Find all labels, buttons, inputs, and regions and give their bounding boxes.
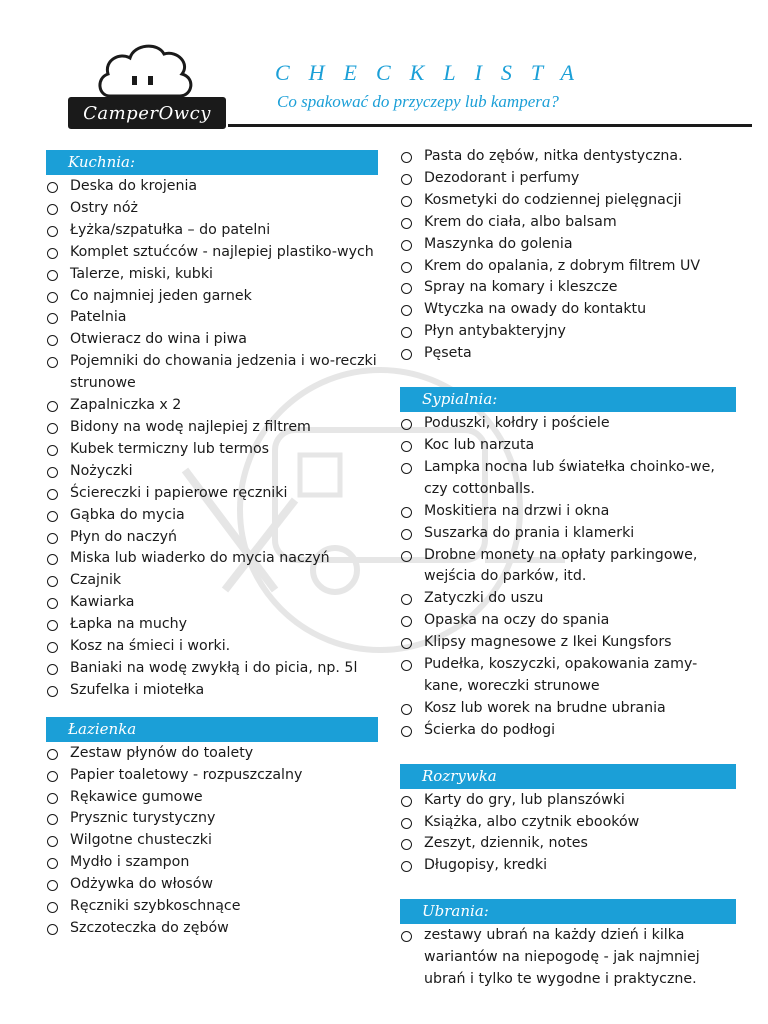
- checklist-item-label: Dezodorant i perfumy: [424, 169, 580, 186]
- checklist-item-label: Karty do gry, lub planszówki: [424, 791, 625, 808]
- checklist-item-label: Komplet sztućców - najlepiej plastiko-wych: [70, 243, 374, 260]
- checklist-item-label: Kosmetyki do codziennej pielęgnacji: [424, 191, 682, 208]
- checklist-item-label: Rękawice gumowe: [70, 788, 203, 805]
- checkbox-circle-icon[interactable]: [47, 836, 58, 847]
- checkbox-circle-icon[interactable]: [401, 283, 412, 294]
- checklist-item-label: Ostry nóż: [70, 199, 138, 216]
- checkbox-circle-icon[interactable]: [47, 292, 58, 303]
- checklist-item-label: Poduszki, kołdry i pościele: [424, 415, 610, 432]
- checklist-item-label: Drobne monety na opłaty parkingowe, wejścia do parków, itd.: [424, 546, 698, 585]
- checklist-item[interactable]: [400, 632, 736, 654]
- checklist-item-label: Pudełka, koszyczki, opakowania zamy-kane, woreczki strunowe: [424, 656, 698, 694]
- checkbox-circle-icon[interactable]: [47, 576, 58, 587]
- checkbox-circle-icon[interactable]: [47, 357, 58, 368]
- section-header-lazienka: Łazienka: [46, 717, 378, 742]
- checkbox-circle-icon[interactable]: [401, 327, 412, 338]
- checklist-item[interactable]: [400, 212, 736, 234]
- checklist-item[interactable]: [400, 168, 736, 190]
- checklist-item[interactable]: [400, 321, 736, 343]
- checklist-item[interactable]: [400, 925, 736, 991]
- checklist-item[interactable]: [46, 592, 378, 614]
- checklist-item-label: Patelnia: [70, 309, 127, 326]
- checklist-item[interactable]: [400, 256, 736, 278]
- checklist-item[interactable]: [400, 812, 736, 834]
- checklist-item[interactable]: [46, 307, 378, 329]
- checklist-item[interactable]: [46, 483, 378, 505]
- checklist-item[interactable]: [46, 176, 378, 198]
- checklist-ubrania: [400, 925, 736, 991]
- checklist-item-label: Co najmniej jeden garnek: [70, 287, 252, 304]
- checkbox-circle-icon[interactable]: [401, 218, 412, 229]
- checklist-item[interactable]: [400, 610, 736, 632]
- section-header-ubrania: Ubrania:: [400, 899, 736, 924]
- checkbox-circle-icon[interactable]: [401, 419, 412, 430]
- checklist-item-label: Kosz lub worek na brudne ubrania: [424, 699, 666, 716]
- checklist-item[interactable]: [46, 636, 378, 658]
- checklist-item[interactable]: [400, 190, 736, 212]
- checklist-item[interactable]: [46, 286, 378, 308]
- checklist-item-label: zestawy ubrań na każdy dzień i kilka wariantów na niepogodę - jak najmniej ubrań i tylko te wygodne i praktyczne.: [424, 927, 700, 988]
- checklist-item[interactable]: [46, 242, 378, 264]
- checklist-item-label: Czajnik: [70, 572, 122, 589]
- checklist-item-label: Mydło i szampon: [70, 854, 190, 871]
- checklist-item-label: Krem do opalania, z dobrym filtrem UV: [424, 257, 701, 274]
- checklist-item-label: Pojemniki do chowania jedzenia i wo-reczki strunowe: [70, 353, 377, 392]
- checklist-item-label: Baniaki na wodę zwykłą i do picia, np. 5l: [70, 659, 358, 676]
- checkbox-circle-icon[interactable]: [47, 445, 58, 456]
- checklist-item-label: Talerze, miski, kubki: [70, 265, 213, 282]
- checklist-item-label: Krem do ciała, albo balsam: [424, 213, 617, 230]
- checklist-rozrywka: [400, 790, 736, 878]
- checklist-item[interactable]: [400, 790, 736, 812]
- checklist-item[interactable]: [46, 852, 378, 874]
- header-divider: [228, 124, 752, 127]
- checkbox-circle-icon[interactable]: [47, 533, 58, 544]
- checklist-item-label: Otwieracz do wina i piwa: [70, 331, 247, 348]
- checklist-item[interactable]: [46, 548, 378, 570]
- checklist-item-label: Pasta do zębów, nitka dentystyczna.: [424, 148, 683, 164]
- page-subtitle: Co spakować do przyczepy lub kampera?: [277, 92, 559, 111]
- checklist-item[interactable]: [46, 874, 378, 896]
- checklist-item-label: Gąbka do mycia: [70, 506, 185, 523]
- right-column: [400, 146, 736, 991]
- checklist-item[interactable]: [400, 457, 736, 501]
- checkbox-circle-icon[interactable]: [401, 726, 412, 737]
- checklist-item-label: Wtyczka na owady do kontaktu: [424, 301, 647, 318]
- checklist-item[interactable]: [400, 720, 736, 742]
- checkbox-circle-icon[interactable]: [47, 423, 58, 434]
- checklist-item[interactable]: [400, 523, 736, 545]
- checklist-item-label: Kubek termiczny lub termos: [70, 440, 270, 457]
- checklist-item[interactable]: [46, 765, 378, 787]
- checklist-item-label: Zeszyt, dziennik, notes: [424, 835, 588, 852]
- section-header-sypialnia: Sypialnia:: [400, 387, 736, 412]
- checkbox-circle-icon[interactable]: [47, 226, 58, 237]
- checkbox-circle-icon[interactable]: [47, 401, 58, 412]
- camperowcy-logo: [68, 42, 230, 132]
- checklist-item-label: Klipsy magnesowe z Ikei Kungsfors: [424, 634, 672, 651]
- checklist-item-label: Długopisy, kredki: [424, 857, 548, 874]
- checkbox-circle-icon[interactable]: [47, 664, 58, 675]
- checklist-item-label: Nożyczki: [70, 462, 133, 479]
- checklist-item[interactable]: [400, 234, 736, 256]
- checklist-item-label: Moskitiera na drzwi i okna: [424, 502, 610, 519]
- checklist-item[interactable]: [400, 833, 736, 855]
- logo-badge: [68, 97, 226, 129]
- checklist-item-label: Płyn antybakteryjny: [424, 323, 566, 340]
- checkbox-circle-icon[interactable]: [47, 686, 58, 697]
- checkbox-circle-icon[interactable]: [47, 620, 58, 631]
- left-column: [46, 150, 378, 940]
- checkbox-circle-icon[interactable]: [47, 204, 58, 215]
- checklist-kuchnia: [46, 176, 378, 702]
- checkbox-circle-icon[interactable]: [401, 818, 412, 829]
- checklist-lazienka-continued: [400, 146, 736, 365]
- checkbox-circle-icon[interactable]: [47, 793, 58, 804]
- checklist-item[interactable]: [46, 395, 378, 417]
- checklist-item[interactable]: [46, 614, 378, 636]
- checkbox-circle-icon[interactable]: [401, 839, 412, 850]
- checkbox-circle-icon[interactable]: [401, 704, 412, 715]
- checkbox-circle-icon[interactable]: [401, 594, 412, 605]
- checklist-item-label: Łapka na muchy: [70, 616, 188, 633]
- checklist-item-label: Ręczniki szybkoschnące: [70, 898, 241, 915]
- checkbox-circle-icon[interactable]: [47, 749, 58, 760]
- checklist-lazienka: [46, 743, 378, 940]
- checkbox-circle-icon[interactable]: [47, 554, 58, 565]
- checklist-item-label: Suszarka do prania i klamerki: [424, 524, 635, 541]
- checkbox-circle-icon[interactable]: [47, 248, 58, 259]
- checklist-item[interactable]: [46, 198, 378, 220]
- checklist-item-label: Zapalniczka x 2: [70, 397, 182, 414]
- section-header-rozrywka: Rozrywka: [400, 764, 736, 789]
- checkbox-circle-icon[interactable]: [47, 489, 58, 500]
- checklist-item-label: Odżywka do włosów: [70, 876, 213, 893]
- checklist-item[interactable]: [400, 435, 736, 457]
- checklist-item-label: Lampka nocna lub światełka choinko-we, czy cottonballs.: [424, 458, 715, 497]
- checkbox-circle-icon[interactable]: [401, 638, 412, 649]
- checkbox-circle-icon[interactable]: [401, 931, 412, 942]
- checklist-item[interactable]: [46, 743, 378, 765]
- checklist-item-label: Wilgotne chusteczki: [70, 832, 212, 849]
- checklist-item[interactable]: [46, 570, 378, 592]
- page-title: CHECKLISTA: [275, 60, 593, 85]
- checkbox-circle-icon[interactable]: [401, 196, 412, 207]
- checkbox-circle-icon[interactable]: [47, 270, 58, 281]
- checklist-item-label: Zestaw płynów do toalety: [70, 744, 254, 761]
- checkbox-circle-icon[interactable]: [47, 182, 58, 193]
- checkbox-circle-icon[interactable]: [47, 467, 58, 478]
- checklist-item[interactable]: [46, 329, 378, 351]
- checklist-item[interactable]: [46, 918, 378, 940]
- checklist-item-label: Zatyczki do uszu: [424, 590, 544, 607]
- checkbox-circle-icon[interactable]: [47, 858, 58, 869]
- checklist-item-label: Książka, albo czytnik ebooków: [424, 813, 640, 830]
- checklist-item[interactable]: [400, 698, 736, 720]
- logo-text: CamperOwcy: [83, 102, 211, 124]
- checklist-item-label: Opaska na oczy do spania: [424, 612, 610, 629]
- checkbox-circle-icon[interactable]: [401, 305, 412, 316]
- checklist-item-label: Ścierka do podłogi: [424, 721, 556, 738]
- checkbox-circle-icon[interactable]: [47, 511, 58, 522]
- checklist-item[interactable]: [46, 220, 378, 242]
- checklist-item[interactable]: [400, 855, 736, 877]
- checklist-item[interactable]: [46, 527, 378, 549]
- checklist-item[interactable]: [400, 299, 736, 321]
- checklist-item[interactable]: [400, 146, 736, 168]
- checkbox-circle-icon[interactable]: [47, 313, 58, 324]
- checklist-item[interactable]: [46, 808, 378, 830]
- checkbox-circle-icon[interactable]: [401, 174, 412, 185]
- checklist-item-label: Koc lub narzuta: [424, 436, 535, 453]
- checklist-item[interactable]: [46, 461, 378, 483]
- checklist-item[interactable]: [400, 413, 736, 435]
- checkbox-circle-icon[interactable]: [401, 616, 412, 627]
- checkbox-circle-icon[interactable]: [47, 335, 58, 346]
- checklist-item-label: Bidony na wodę najlepiej z filtrem: [70, 418, 311, 435]
- section-header-kuchnia: Kuchnia:: [46, 150, 378, 175]
- checkbox-circle-icon[interactable]: [401, 262, 412, 273]
- checklist-item-label: Spray na komary i kleszcze: [424, 279, 618, 296]
- checklist-item-label: Płyn do naczyń: [70, 528, 178, 545]
- checklist-item[interactable]: [46, 505, 378, 527]
- checklist-item-label: Papier toaletowy - rozpuszczalny: [70, 766, 303, 783]
- checkbox-circle-icon[interactable]: [401, 152, 412, 163]
- checkbox-circle-icon[interactable]: [47, 642, 58, 653]
- checklist-item-label: Ściereczki i papierowe ręczniki: [70, 484, 288, 501]
- checkbox-circle-icon[interactable]: [401, 796, 412, 807]
- checklist-item-label: Deska do krojenia: [70, 178, 198, 194]
- checkbox-circle-icon[interactable]: [401, 441, 412, 452]
- checklist-item-label: Miska lub wiaderko do mycia naczyń: [70, 550, 330, 567]
- checkbox-circle-icon[interactable]: [401, 529, 412, 540]
- checklist-item[interactable]: [46, 264, 378, 286]
- checklist-item[interactable]: [400, 545, 736, 589]
- checklist-item[interactable]: [46, 896, 378, 918]
- checklist-item[interactable]: [400, 343, 736, 365]
- checklist-item[interactable]: [46, 658, 378, 680]
- checklist-item-label: Kawiarka: [70, 594, 135, 611]
- checkbox-circle-icon[interactable]: [47, 771, 58, 782]
- checkbox-circle-icon[interactable]: [47, 598, 58, 609]
- checklist-item[interactable]: [46, 439, 378, 461]
- checkbox-circle-icon[interactable]: [401, 349, 412, 360]
- checkbox-circle-icon[interactable]: [47, 814, 58, 825]
- checklist-item[interactable]: [400, 588, 736, 610]
- checklist-item[interactable]: [46, 830, 378, 852]
- checklist-item[interactable]: [400, 277, 736, 299]
- checklist-item-label: Maszynka do golenia: [424, 235, 573, 252]
- checkbox-circle-icon[interactable]: [401, 551, 412, 562]
- checklist-item-label: Prysznic turystyczny: [70, 810, 216, 827]
- checkbox-circle-icon[interactable]: [401, 507, 412, 518]
- checklist-item[interactable]: [46, 680, 378, 702]
- checklist-item[interactable]: [46, 417, 378, 439]
- checklist-item[interactable]: [400, 501, 736, 523]
- checkbox-circle-icon[interactable]: [47, 880, 58, 891]
- checkbox-circle-icon[interactable]: [401, 861, 412, 872]
- checkbox-circle-icon[interactable]: [401, 240, 412, 251]
- checklist-item-label: Kosz na śmieci i worki.: [70, 638, 231, 655]
- cloud-icon: [96, 42, 196, 98]
- checkbox-circle-icon[interactable]: [401, 660, 412, 671]
- checklist-item-label: Pęseta: [424, 345, 472, 362]
- checklist-item-label: Szufelka i miotełka: [70, 681, 205, 698]
- checkbox-circle-icon[interactable]: [401, 463, 412, 474]
- checklist-item-label: Szczoteczka do zębów: [70, 920, 229, 936]
- checkbox-circle-icon[interactable]: [47, 924, 58, 935]
- checklist-item[interactable]: [46, 351, 378, 395]
- checklist-item-label: Łyżka/szpatułka – do patelni: [70, 221, 271, 238]
- checklist-item[interactable]: [46, 787, 378, 809]
- checklist-sypialnia: [400, 413, 736, 742]
- checkbox-circle-icon[interactable]: [47, 902, 58, 913]
- checklist-item[interactable]: [400, 654, 736, 698]
